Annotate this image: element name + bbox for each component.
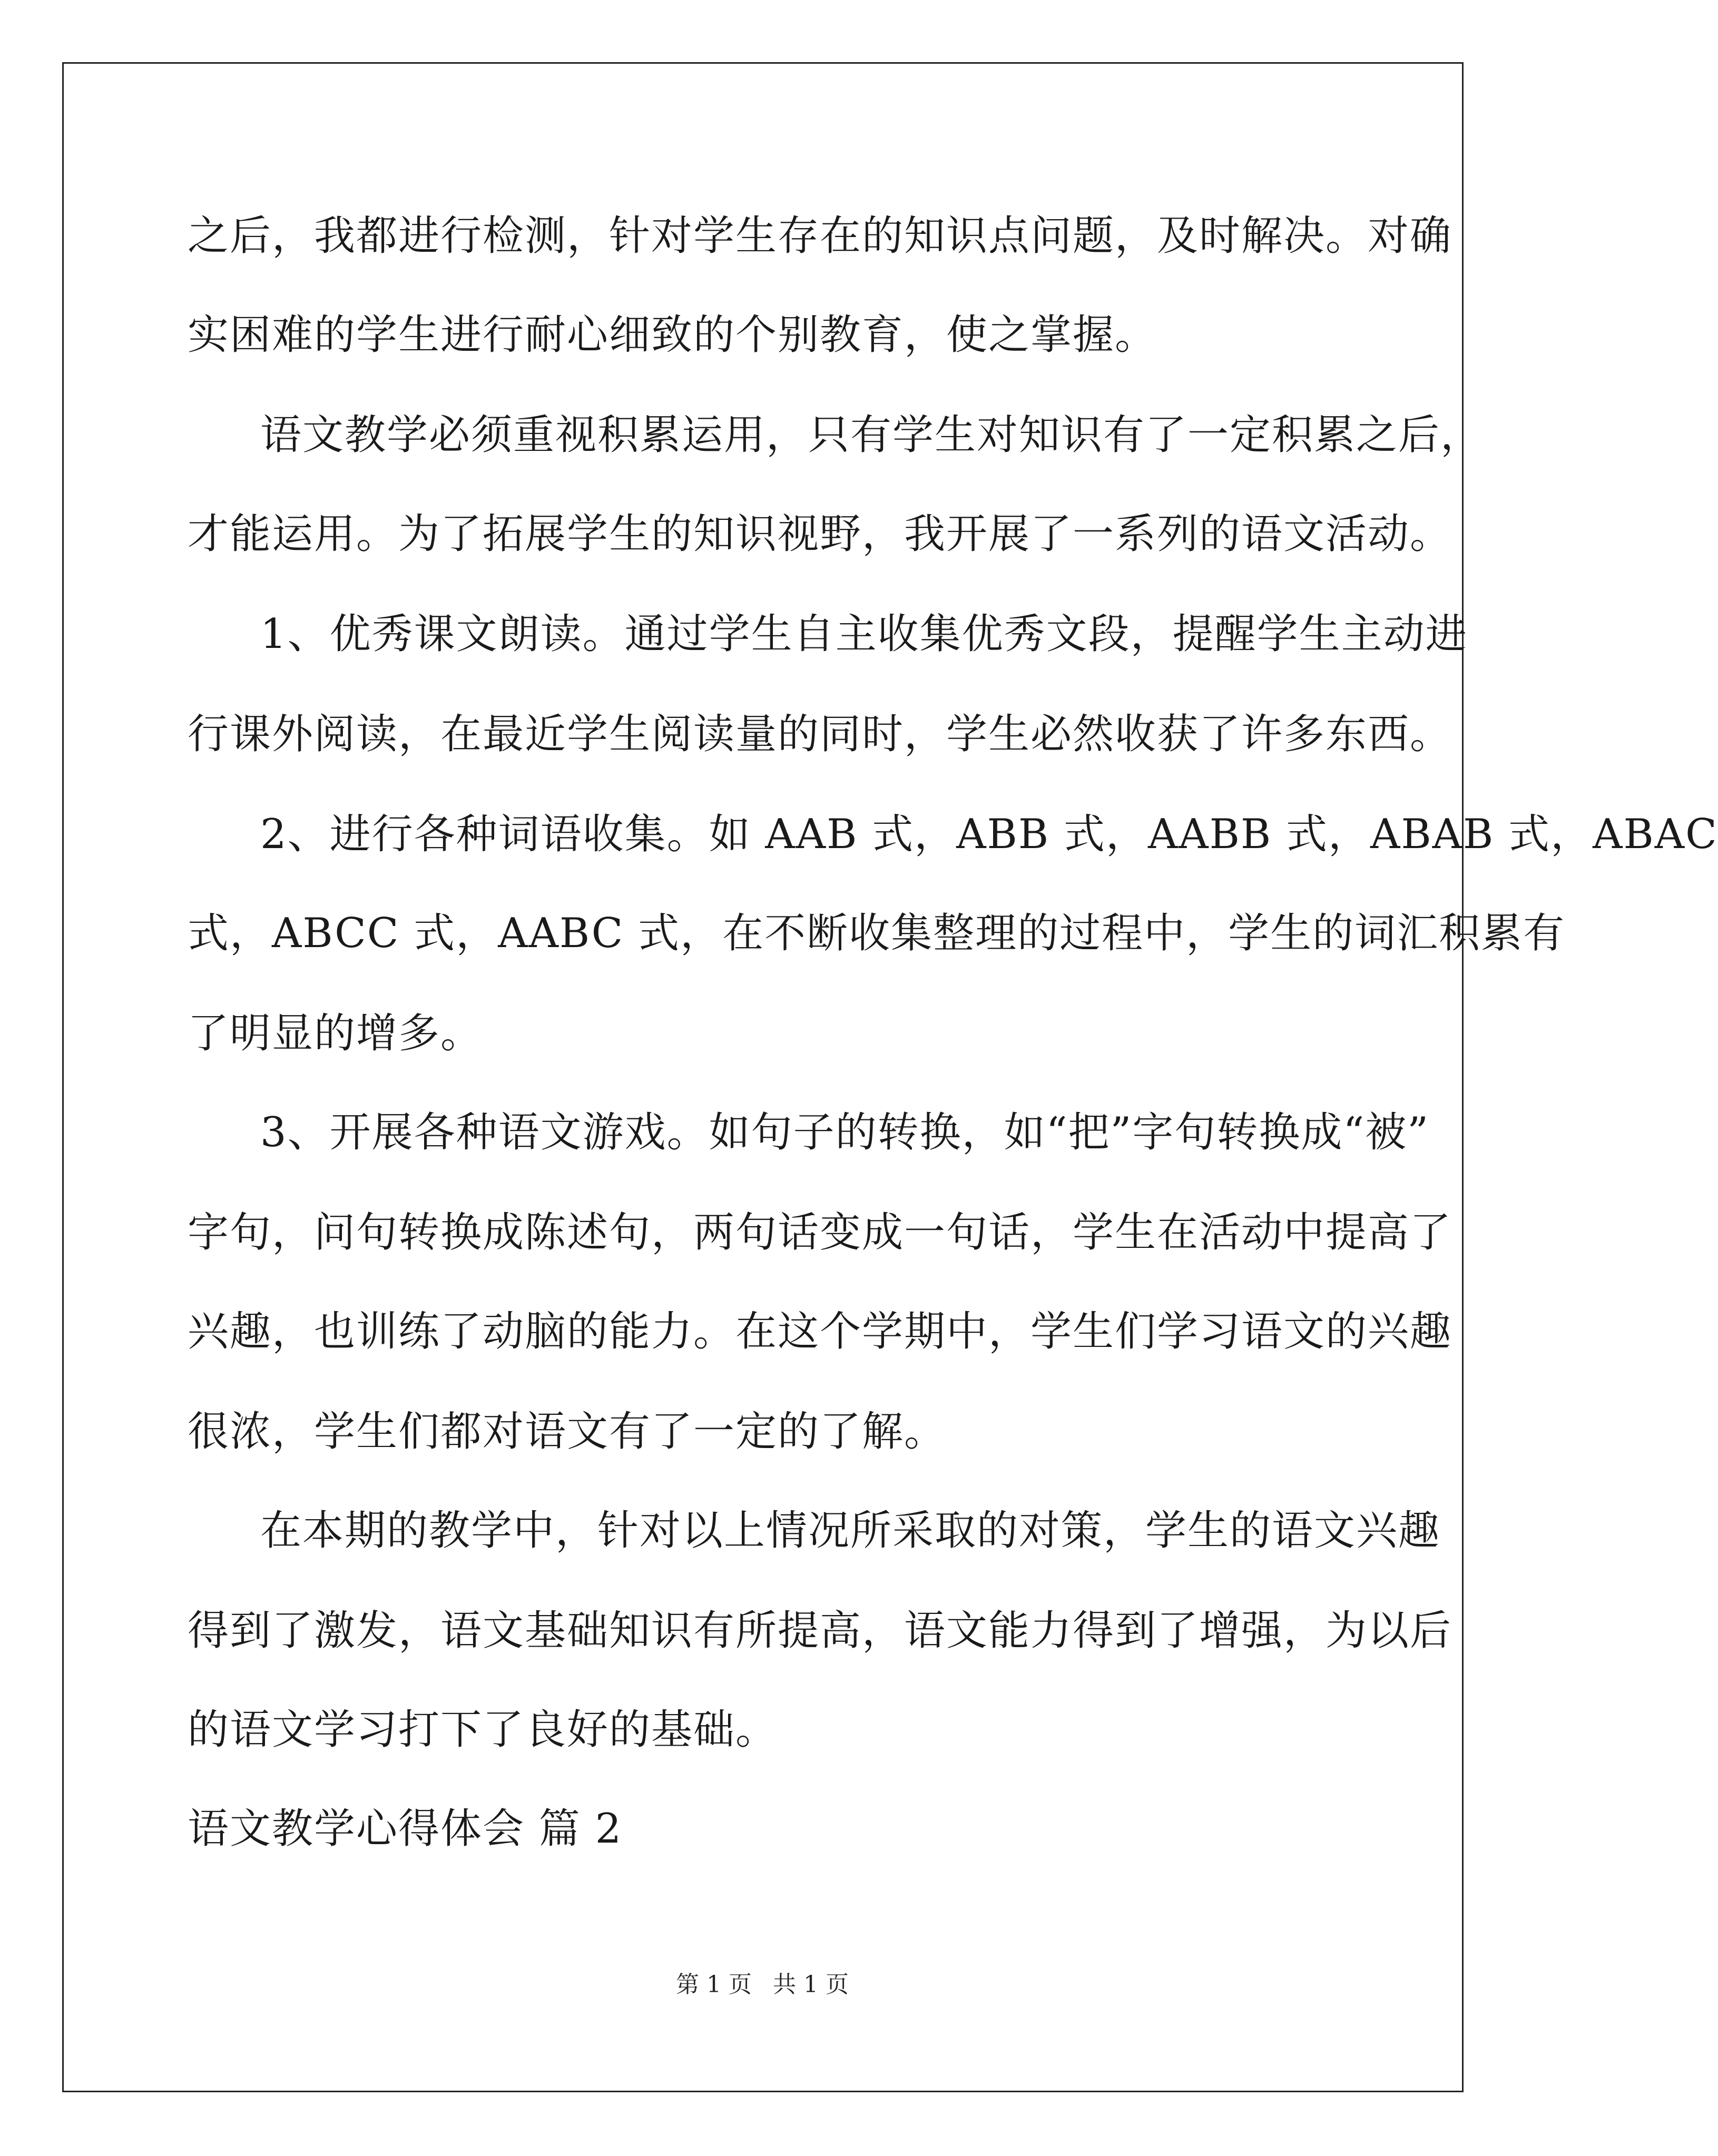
paragraph-line: 语文教学必须重视积累运用，只有学生对知识有了一定积累之后， [260, 411, 1483, 459]
paragraph-line: 在本期的教学中，针对以上情况所采取的对策，学生的语文兴趣 [260, 1507, 1441, 1554]
paragraph-line: 得到了激发，语文基础知识有所提高，语文能力得到了增强，为以后 [188, 1607, 1452, 1655]
paragraph-line: 的语文学习打下了良好的基础。 [188, 1706, 778, 1754]
paragraph-line: 实困难的学生进行耐心细致的个别教育，使之掌握。 [188, 311, 1157, 359]
paragraph-line: 兴趣，也训练了动脑的能力。在这个学期中，学生们学习语文的兴趣 [188, 1308, 1452, 1355]
page-footer [0, 1969, 1525, 2001]
paragraph-line: 1、优秀课文朗读。通过学生自主收集优秀文段，提醒学生主动进 [260, 611, 1468, 658]
paragraph-line: 才能运用。为了拓展学生的知识视野，我开展了一系列的语文活动。 [188, 510, 1452, 558]
paragraph-line: 字句，问句转换成陈述句，两句话变成一句话，学生在活动中提高了 [188, 1209, 1452, 1256]
page-number: 第 1 页 [676, 1971, 752, 1998]
section-heading: 语文教学心得体会 篇 2 [188, 1805, 623, 1853]
paragraph-line: 2、进行各种词语收集。如 AAB 式，ABB 式，AABB 式，ABAB 式，ABAC [260, 811, 1718, 858]
paragraph-line: 式，ABCC 式，AABC 式，在不断收集整理的过程中，学生的词汇积累有 [188, 910, 1566, 957]
paragraph-line: 3、开展各种语文游戏。如句子的转换，如“把”字句转换成“被” [260, 1109, 1430, 1156]
paragraph-line: 了明显的增多。 [188, 1010, 483, 1057]
paragraph-line: 行课外阅读，在最近学生阅读量的同时，学生必然收获了许多东西。 [188, 711, 1452, 758]
page-total: 共 1 页 [773, 1971, 849, 1998]
page-border [62, 62, 1464, 2092]
paragraph-line: 很浓，学生们都对语文有了一定的了解。 [188, 1408, 947, 1455]
paragraph-line: 之后，我都进行检测，针对学生存在的知识点问题，及时解决。对确 [188, 212, 1452, 260]
